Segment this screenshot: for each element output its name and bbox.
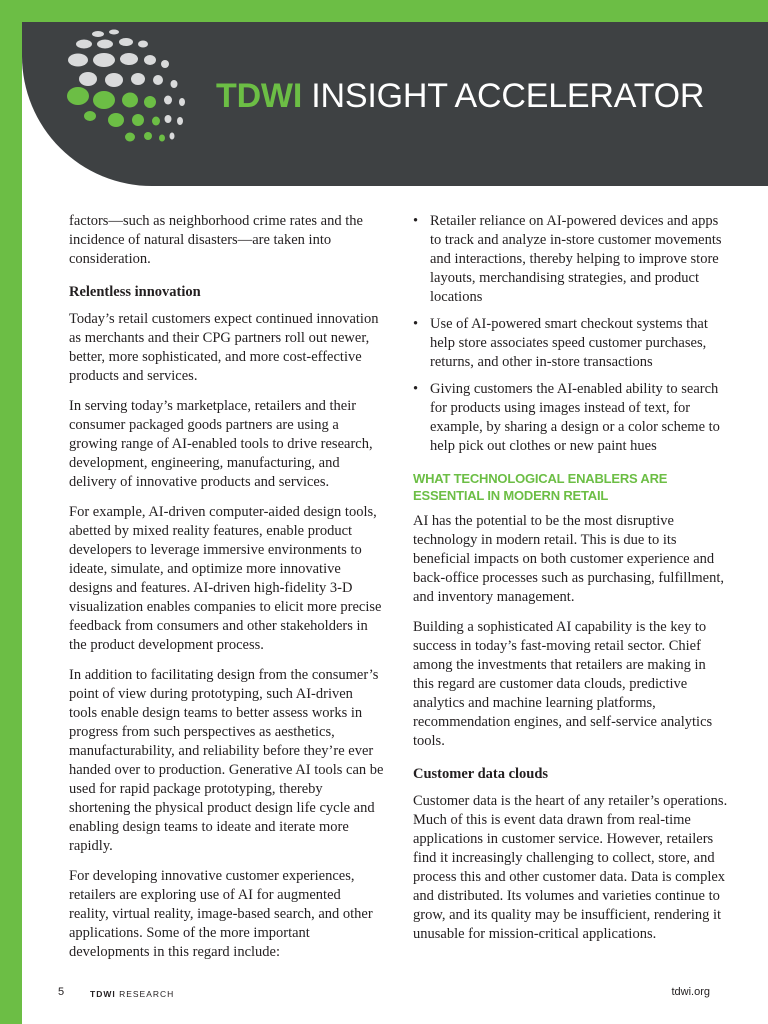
paragraph: factors—such as neighborhood crime rates and the incidence of natural disasters—are taken into consideration. [69, 213, 363, 267]
footer-url[interactable]: tdwi.org [671, 986, 710, 998]
paragraph: Today’s retail customers expect continued innovation as merchants and their CPG partners roll out newer, better, more sophisticated, and more cost-effective products and services. [69, 311, 379, 384]
bullet-icon: • [413, 316, 419, 332]
footer-brand-bold: TDWI [90, 989, 116, 999]
tdwi-logo-icon [50, 24, 200, 152]
top-accent-bar [0, 0, 768, 22]
paragraph: For developing innovative customer experiences, retailers are exploring use of AI for augmented reality, virtual reality, image-based search, and other applications. Some of the more important developments in this regard include: [69, 868, 373, 960]
bullet-icon: • [413, 381, 419, 397]
bullet-icon: • [413, 213, 419, 229]
page-number: 5 [58, 986, 65, 998]
list-item-text: Use of AI-powered smart checkout systems that help store associates speed customer purchases, returns, and other in-store transactions [430, 316, 708, 370]
report-title [216, 72, 704, 120]
right-column [413, 212, 728, 955]
bullet-list [413, 212, 728, 456]
list-item [413, 212, 728, 307]
report-title-brand: TDWI [216, 77, 303, 115]
list-item [413, 315, 728, 372]
left-accent-bar [0, 0, 22, 1024]
paragraph: For example, AI-driven computer-aided design tools, abetted by mixed reality features, enable product developers to leverage immersive environments to ideate, simulate, and optimize more innovative designs and features. AI-driven high-fidelity 3-D visualization enables companies to elicit more precise feedback from consumers and other stakeholders in the product development process. [69, 504, 382, 653]
left-column [69, 212, 384, 973]
list-item-text: Giving customers the AI-enabled ability to search for products using images instead of text, for example, by sharing a design or a color scheme to help pick out clothes or new paint hues [430, 381, 720, 454]
section-subheading: Relentless innovation [69, 284, 201, 300]
list-item [413, 380, 728, 456]
report-title-text: INSIGHT ACCELERATOR [302, 77, 705, 115]
paragraph: In addition to facilitating design from the consumer’s point of view during prototyping, such AI-driven tools enable design teams to better assess works in progress from such perspectives as aesthetics, manufacturability, and reliability before they’re ever handed over to production. Generative AI tools can be used for rapid package prototyping, thereby shortening the physical product design life cycle and enabling design teams to ideate and iterate more rapidly. [69, 667, 384, 854]
section-subheading: Customer data clouds [413, 766, 549, 782]
footer-brand-rest: RESEARCH [115, 989, 175, 999]
list-item-text: Retailer reliance on AI-powered devices and apps to track and analyze in-store customer movements and interactions, thereby helping to improve store layouts, merchandising strategies, and product locations [430, 213, 722, 305]
footer-brand [90, 989, 174, 999]
paragraph: Building a sophisticated AI capability is the key to success in today’s fast-moving retail sector. Chief among the investments that retailers are making in this regard are customer data clouds, predictive analytics and machine learning platforms, recommendation engines, and self-service analytics tools. [413, 619, 713, 749]
paragraph: AI has the potential to be the most disruptive technology in modern retail. This is due to its beneficial impacts on both customer experience and back-office processes such as purchasing, fulfillment, and inventory management. [413, 513, 724, 605]
paragraph: In serving today’s marketplace, retailers and their consumer packaged goods partners are using a growing range of AI-enabled tools to drive research, development, engineering, manufacturing, and delivery of innovative products and services. [69, 398, 373, 490]
paragraph: Customer data is the heart of any retailer’s operations. Much of this is event data drawn from real-time applications in customer service. However, retailers find it increasingly challenging to collect, store, and process this and other customer data. Data is complex and distributed. Its volumes and varieties continue to grow, and its quality may be insufficient, rendering it unusable for mission-critical applications. [413, 793, 728, 942]
section-heading: WHAT TECHNOLOGICAL ENABLERS ARE ESSENTIAL IN MODERN RETAIL [413, 471, 668, 503]
